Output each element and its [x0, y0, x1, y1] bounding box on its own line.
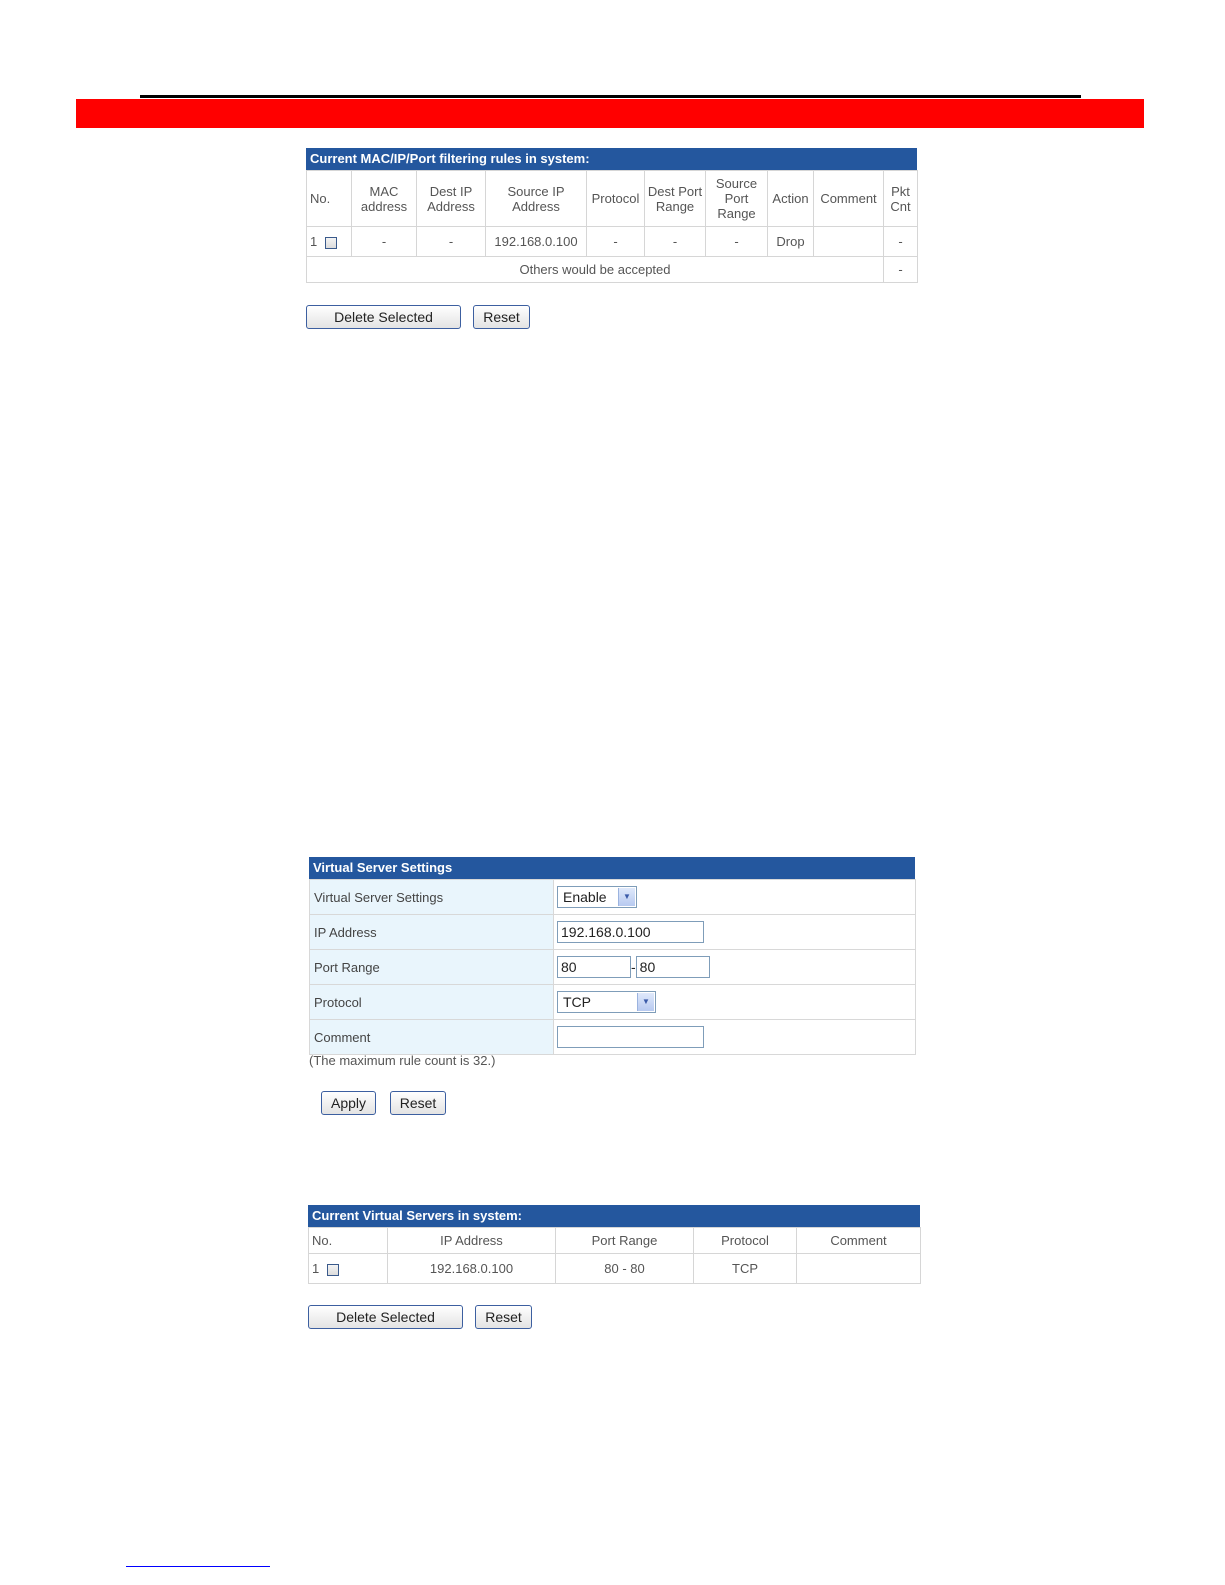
protocol-label: Protocol — [310, 985, 554, 1020]
row-dest-port: - — [645, 227, 706, 257]
vs-row-protocol: TCP — [694, 1254, 797, 1284]
vs-col-comment: Comment — [797, 1228, 921, 1254]
vs-row-ip: 192.168.0.100 — [388, 1254, 556, 1284]
delete-selected-button[interactable]: Delete Selected — [306, 305, 461, 329]
max-rule-note: (The maximum rule count is 32.) — [309, 1053, 496, 1068]
row-pkt: - — [884, 227, 918, 257]
row-select-checkbox[interactable] — [325, 237, 337, 249]
vs-row-no-cell — [309, 1254, 388, 1284]
vs-col-ip: IP Address — [388, 1228, 556, 1254]
vs-col-port: Port Range — [556, 1228, 694, 1254]
col-comment: Comment — [814, 171, 884, 227]
col-action: Action — [768, 171, 814, 227]
col-no: No. — [307, 171, 352, 227]
filter-rules-panel — [306, 148, 917, 283]
current-virtual-servers-title: Current Virtual Servers in system: — [308, 1205, 920, 1227]
row-no-cell — [307, 227, 352, 257]
vs-row-port: 80 - 80 — [556, 1254, 694, 1284]
port-row — [310, 950, 916, 985]
current-virtual-servers-table — [308, 1227, 921, 1284]
vs-header-row — [309, 1228, 921, 1254]
filter-header-row — [307, 171, 918, 227]
virtual-server-form — [309, 879, 916, 1055]
row-protocol: - — [587, 227, 645, 257]
port-to-input[interactable]: 80 — [636, 956, 710, 978]
red-header-bar — [76, 99, 1144, 128]
row-no: 1 — [310, 234, 318, 249]
reset-button[interactable]: Reset — [473, 305, 530, 329]
current-virtual-servers-panel — [308, 1205, 920, 1284]
vs-row-select-checkbox[interactable] — [327, 1264, 339, 1276]
vs-col-protocol: Protocol — [694, 1228, 797, 1254]
row-source-port: - — [706, 227, 768, 257]
others-pkt: - — [884, 257, 918, 283]
comment-label: Comment — [310, 1020, 554, 1055]
reset-button[interactable]: Reset — [475, 1305, 532, 1329]
comment-row — [310, 1020, 916, 1055]
col-dest-ip: Dest IP Address — [417, 171, 486, 227]
row-mac: - — [352, 227, 417, 257]
col-dest-port: Dest Port Range — [645, 171, 706, 227]
protocol-row — [310, 985, 916, 1020]
select-value: TCP — [563, 994, 591, 1010]
filter-rules-table — [306, 170, 918, 283]
ip-row — [310, 915, 916, 950]
table-row — [307, 227, 918, 257]
port-separator: - — [631, 959, 636, 975]
footer-link-underline — [126, 1566, 270, 1567]
vs-row-comment — [797, 1254, 921, 1284]
ip-label: IP Address — [310, 915, 554, 950]
col-source-port: Source Port Range — [706, 171, 768, 227]
chevron-down-icon: ▼ — [618, 888, 635, 906]
row-source-ip: 192.168.0.100 — [486, 227, 587, 257]
select-value: Enable — [563, 889, 607, 905]
header-rule — [140, 95, 1081, 98]
virtual-server-settings-title: Virtual Server Settings — [309, 857, 915, 879]
row-comment — [814, 227, 884, 257]
settings-label: Virtual Server Settings — [310, 880, 554, 915]
comment-input[interactable] — [557, 1026, 704, 1048]
filter-rules-title: Current MAC/IP/Port filtering rules in system: — [306, 148, 917, 170]
vs-row-no: 1 — [312, 1261, 320, 1276]
virtual-server-enable-select[interactable] — [557, 886, 637, 908]
apply-button[interactable]: Apply — [321, 1091, 376, 1115]
others-text: Others would be accepted — [307, 257, 884, 283]
port-label: Port Range — [310, 950, 554, 985]
delete-selected-button[interactable]: Delete Selected — [308, 1305, 463, 1329]
col-mac: MAC address — [352, 171, 417, 227]
ip-address-input[interactable]: 192.168.0.100 — [557, 921, 704, 943]
settings-row — [310, 880, 916, 915]
others-row — [307, 257, 918, 283]
row-action: Drop — [768, 227, 814, 257]
virtual-server-settings-panel — [309, 857, 915, 1055]
vs-col-no: No. — [309, 1228, 388, 1254]
row-dest-ip: - — [417, 227, 486, 257]
protocol-select[interactable] — [557, 991, 656, 1013]
col-pkt-cnt: Pkt Cnt — [884, 171, 918, 227]
reset-button[interactable]: Reset — [390, 1091, 446, 1115]
chevron-down-icon: ▼ — [637, 993, 654, 1011]
col-protocol: Protocol — [587, 171, 645, 227]
port-from-input[interactable]: 80 — [557, 956, 631, 978]
table-row — [309, 1254, 921, 1284]
col-source-ip: Source IP Address — [486, 171, 587, 227]
